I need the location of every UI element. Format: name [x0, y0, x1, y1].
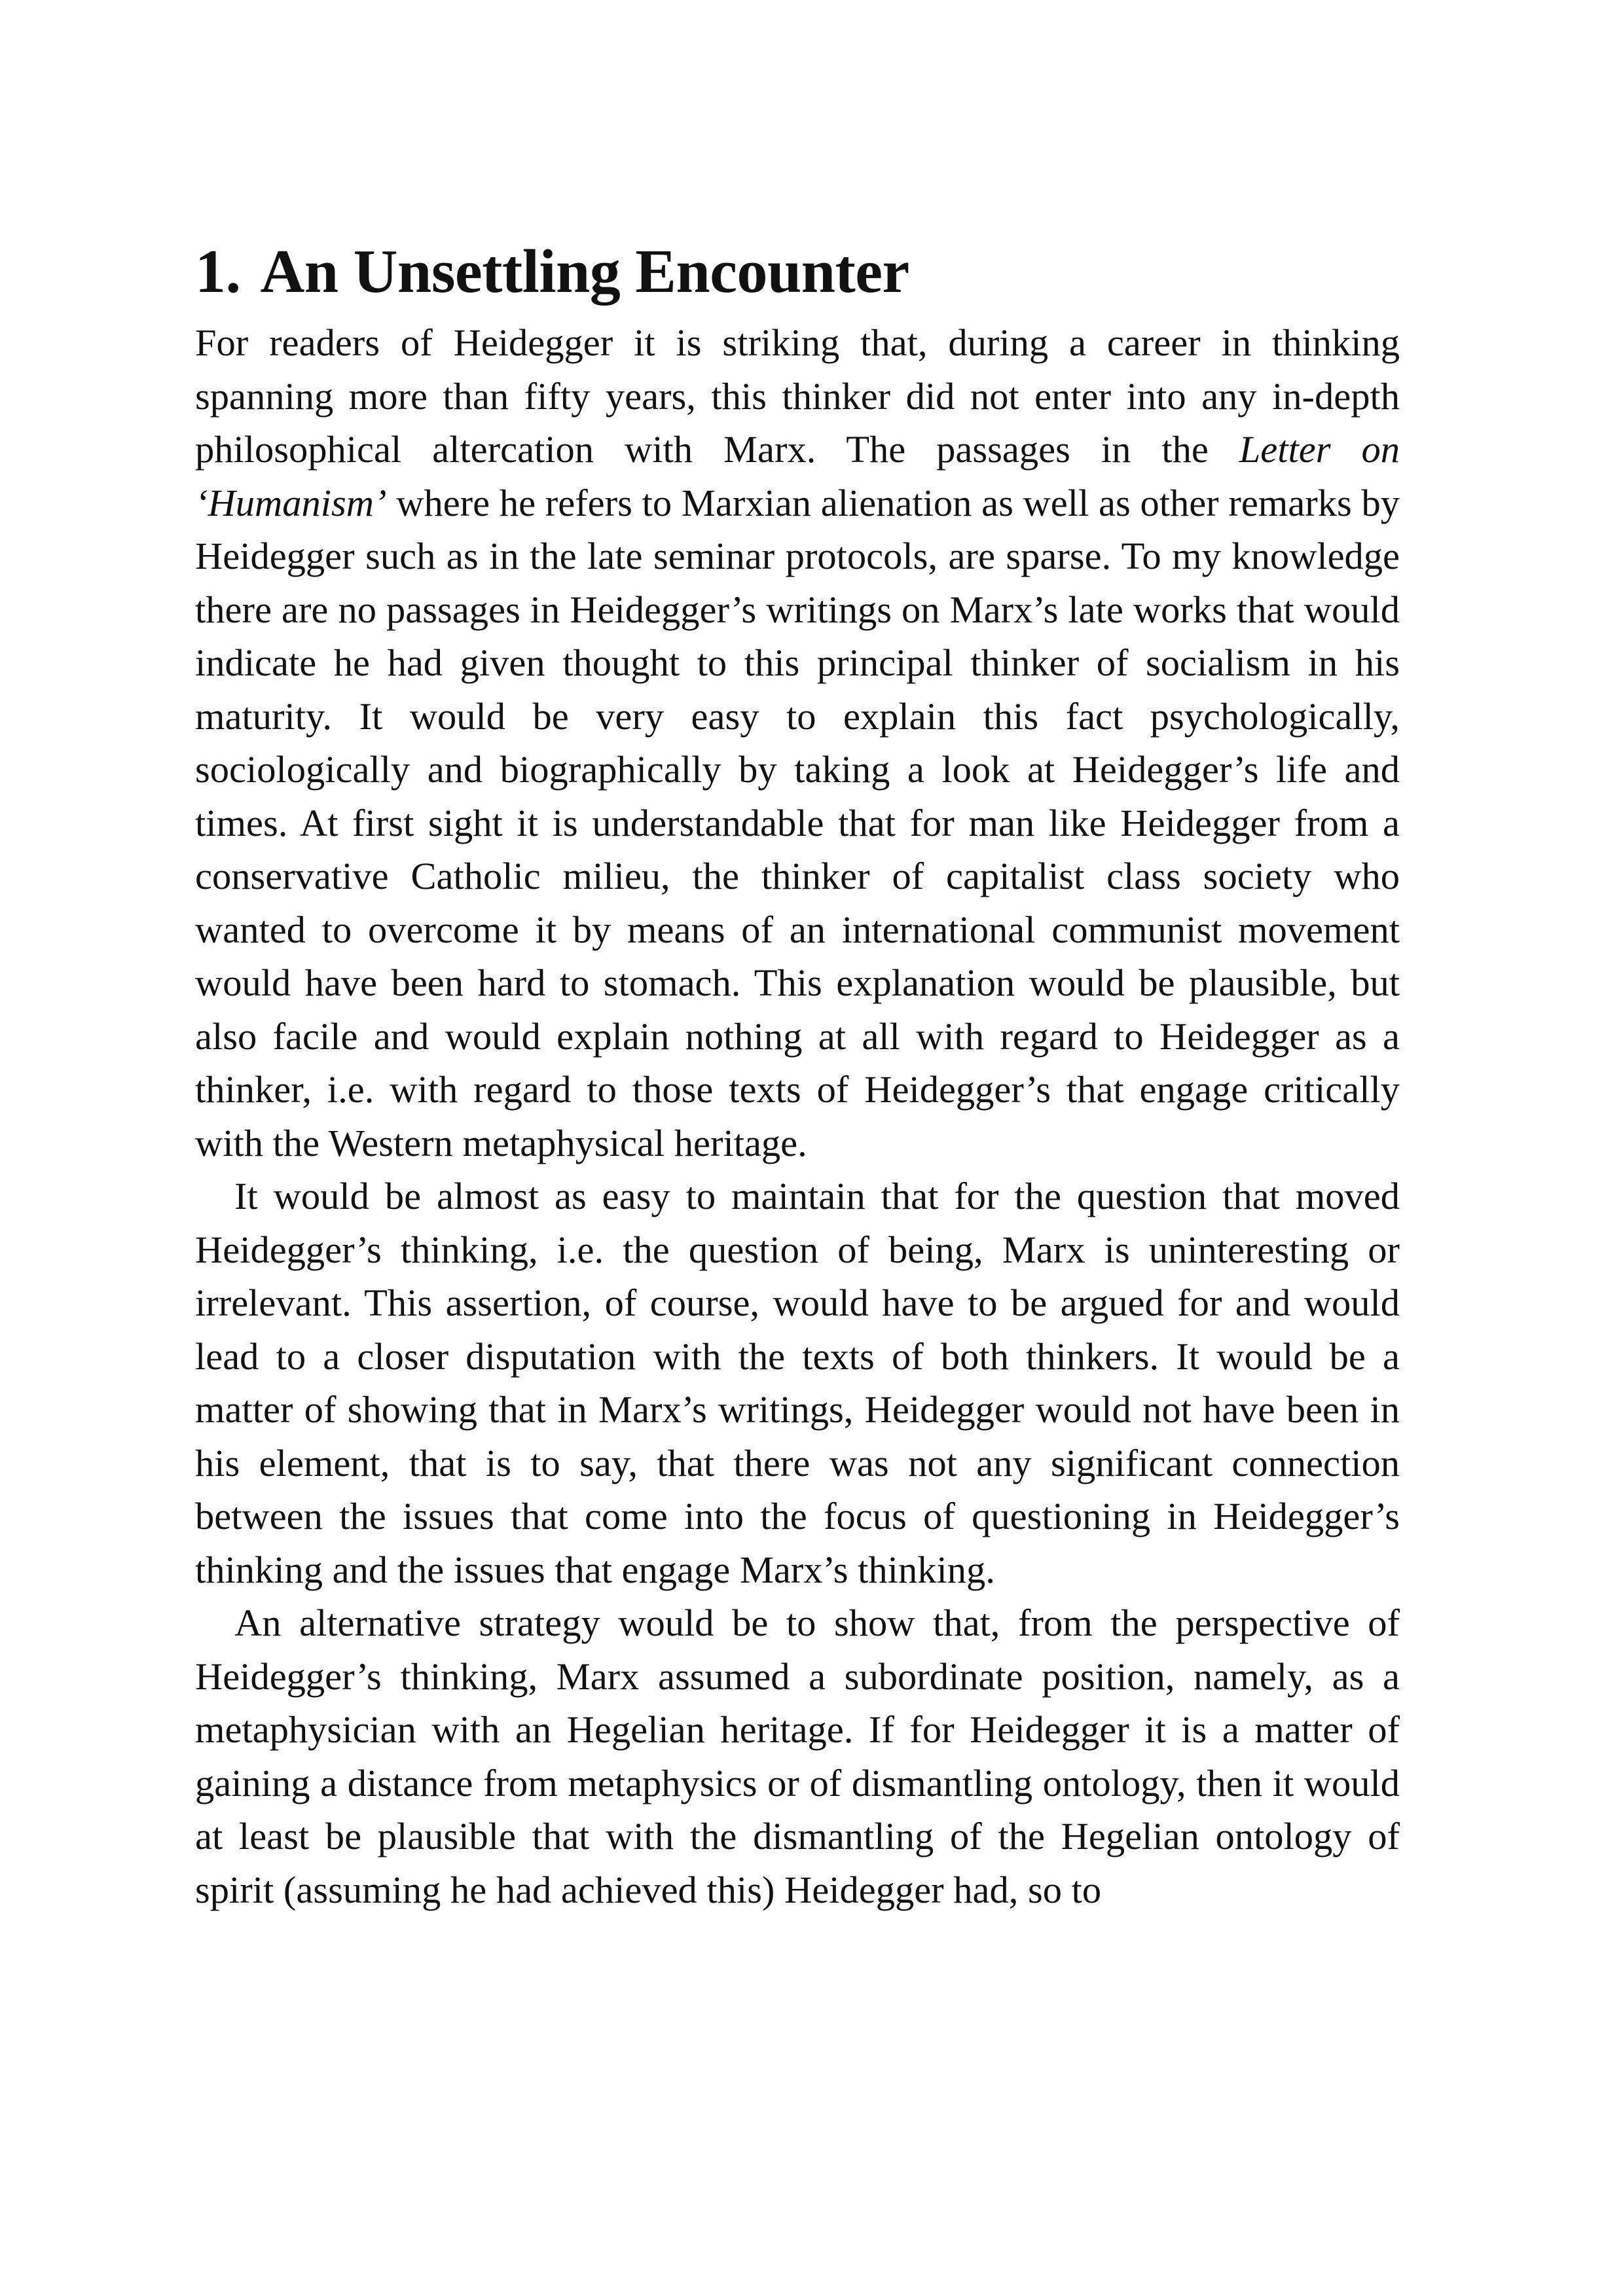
paragraph-1-text-end: where he refers to Marxian alienation as well as other remarks by Heidegger such as in the late seminar protocols, are sparse. To my knowledge there are no passages in Heidegger’s writings on Marx’s late works that would indicate he had given thought to this principal thinker of socialism in his maturity. It would be very easy to explain this fact psychologically, sociologically and biographically by taking a look at Heidegger’s life and times. At first sight it is understandable that for man like Heidegger from a conservative Catholic milieu, the thinker of capitalist class society who wanted to overcome it by means of an international communist movement would have been hard to stomach. This explanation would be plausible, but also facile and would explain nothing at all with regard to Heidegger as a thinker, i.e. with regard to those texts of Heidegger’s that engage critically with the Western metaphysical heritage. — [195, 481, 1400, 1164]
chapter-number: 1. — [195, 238, 241, 306]
paragraph-1 — [195, 316, 1400, 1170]
chapter-title: An Unsettling Encounter — [260, 238, 909, 306]
paragraph-1-text-start: For readers of Heidegger it is striking that, during a career in thinking spanning more than fifty years, this thinker did not enter into any in-depth philosophical altercation with Marx. The passages in the — [195, 321, 1400, 471]
chapter-heading — [195, 232, 1400, 311]
paragraph-2: It would be almost as easy to maintain that for the question that moved Heidegger’s thinking, i.e. the question of being, Marx is uninteresting or irrelevant. This assertion, of course, would have to be argued for and would lead to a closer disputation with the texts of both thinkers. It would be a matter of showing that in Marx’s writings, Heidegger would not have been in his element, that is to say, that there was not any significant connection between the issues that come into the focus of questioning in Heidegger’s thinking and the issues that engage Marx’s thinking. — [195, 1175, 1400, 1591]
paragraph-3: An alternative strategy would be to show that, from the perspective of Heidegger’s thinking, Marx assumed a subordinate position, namely, as a metaphysician with an Hegelian heritage. If for Heidegger it is a matter of gaining a distance from metaphysics or of dismantling ontology, then it would at least be plausible that with the dismantling of the Hegelian ontology of spirit (assuming he had achieved this) Heidegger had, so to — [195, 1602, 1400, 1911]
page-body — [195, 232, 1400, 1916]
work-title-letter-on-humanism: Letter on ‘Humanism’ — [195, 428, 1400, 524]
